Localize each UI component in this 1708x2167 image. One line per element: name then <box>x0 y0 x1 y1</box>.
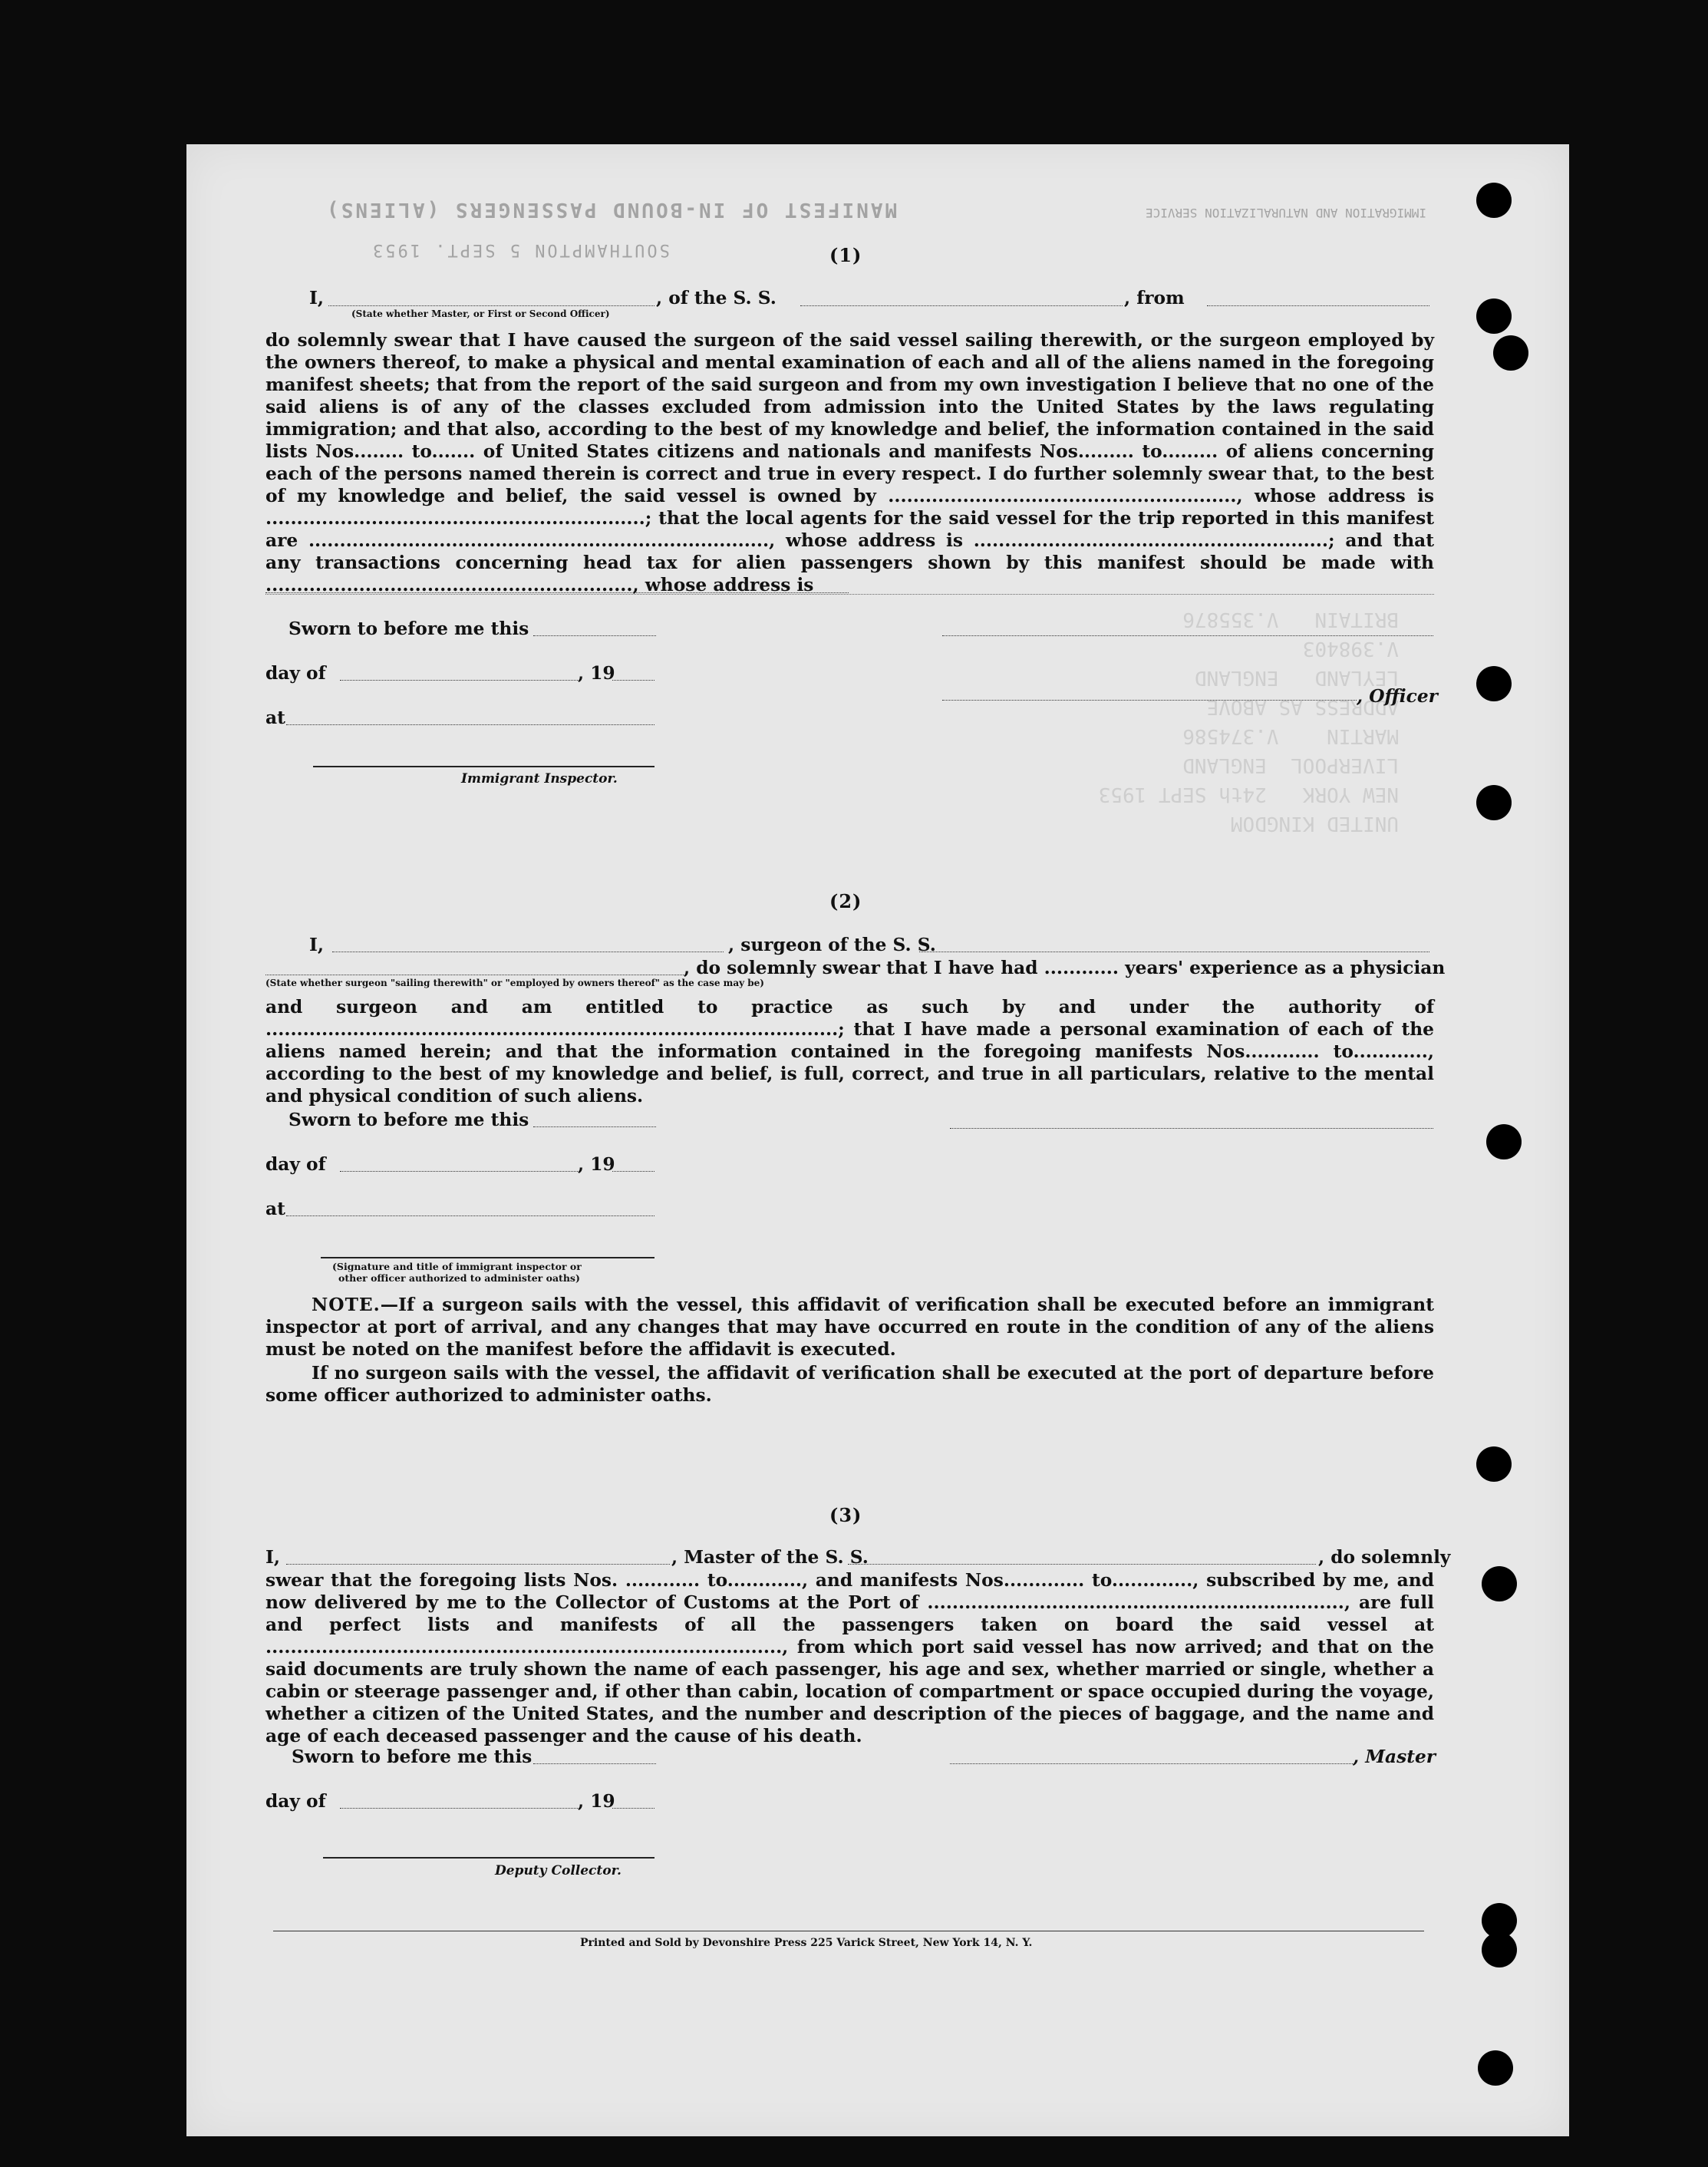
punch-hole <box>1476 666 1512 701</box>
s1-year-label: , 19 <box>578 663 615 684</box>
s3-solemnly-label: , do solemnly <box>1318 1547 1451 1568</box>
s1-officer-note: (State whether Master, or First or Second Officer) <box>351 308 610 319</box>
s2-signature-blank <box>950 1128 1433 1129</box>
s3-master-blank <box>950 1763 1353 1764</box>
s1-at-label: at <box>265 707 285 728</box>
s2-year-blank <box>612 1171 655 1172</box>
s2-years-line: , do solemnly swear that I have had ............ years' experience as a physician <box>684 958 1446 978</box>
manifest-page <box>186 144 1569 2136</box>
s2-paragraph: and surgeon and am entitled to practice as such by and under the authority of ............................................................................................; that I have made a personal examination of each of the aliens named herein; and that the information contained in the foregoing manifests Nos............ to............, according to the best of my knowledge and belief, is full, correct, and true in all particulars, relative to the mental and physical condition of such aliens. <box>265 997 1434 1107</box>
s3-year-blank <box>612 1808 655 1809</box>
s2-signature-line <box>321 1257 655 1258</box>
s2-note-paragraph-2: If no surgeon sails with the vessel, the affidavit of verification shall be executed at the port of departure before some officer authorized to administer oaths. <box>265 1363 1434 1406</box>
punch-hole <box>1482 1566 1517 1601</box>
s2-sworn-label: Sworn to before me this <box>289 1110 529 1130</box>
s1-from-blank <box>1207 305 1429 306</box>
s3-year-label: , 19 <box>578 1791 615 1812</box>
s2-at-label: at <box>265 1199 285 1219</box>
section-3-number: (3) <box>829 1504 862 1526</box>
punch-hole <box>1476 785 1512 820</box>
s1-day-blank <box>340 680 578 681</box>
punch-hole <box>1476 298 1512 334</box>
s3-i-label: I, <box>265 1547 281 1568</box>
s1-year-blank <box>612 680 655 681</box>
s3-name-blank <box>286 1564 670 1565</box>
s2-note-label: NOTE. <box>312 1295 381 1315</box>
s2-surgeon-label: , surgeon of the S. S. <box>728 935 936 955</box>
s1-officer-blank-1 <box>942 635 1433 636</box>
s3-master-label: , Master <box>1353 1746 1436 1767</box>
s3-sworn-blank <box>533 1763 656 1764</box>
s1-address-blank-2 <box>265 594 1434 595</box>
s2-i-label: I, <box>309 935 325 955</box>
s1-vessel-blank <box>800 305 1123 306</box>
s2-sworn-blank <box>533 1126 656 1127</box>
punch-hole <box>1482 1932 1517 1967</box>
faded-stamp-port: SOUTHAMPTON 5 SEPT. 1953 <box>371 240 670 259</box>
s1-from-label: , from <box>1124 288 1185 308</box>
section-1-number: (1) <box>829 244 862 266</box>
s2-at-blank <box>286 1215 655 1216</box>
section-2-number: (2) <box>829 890 862 912</box>
s2-year-label: , 19 <box>578 1154 615 1175</box>
s3-collector-line <box>323 1857 655 1859</box>
s1-paragraph: do solemnly swear that I have caused the surgeon of the said vessel sailing therewith, or the surgeon employed by the owners thereof, to make a physical and mental examination of each and all of the aliens named in the foregoing manifest sheets; that from the report of the said surgeon and from my own investigation I believe that no one of the said aliens is of any of the classes excluded from admission into the United States by the laws regulating immigration; and that also, according to the best of my knowledge and belief, the information contained in the said lists Nos........ to....... of United States citizens and nationals and manifests Nos......... to......... of aliens concerning each of the persons named therein is correct and true in every respect. I do further solemnly swear that, to the best of my knowledge and belief, the said vessel is owned by ........................................................, whose address is .............................................................; that the local agents for the said vessel for the trip reported in this manifest are .........................................................................., whose address is .........................................................; and that any transactions concerning head tax for alien passengers shown by this manifest should be made with ..........................................................., whose address is <box>265 330 1434 595</box>
printer-imprint: Printed and Sold by Devonshire Press 225 Varick Street, New York 14, N. Y. <box>580 1937 1033 1949</box>
bleed-through-text: UNITED KINGDOM NEW YORK 24th SEPT 1953 LIVERPOOL ENGLAND MARTIN V.374586 ADDRESS AS ABOVE LEYLAND ENGLAND V.398403 BRITAIN V.355876 <box>1098 608 1399 835</box>
s2-surgeon-note: (State whether surgeon "sailing therewith" or "employed by owners thereof" as the case may be) <box>265 978 764 988</box>
punch-hole <box>1476 183 1512 218</box>
s3-dayof-label: day of <box>265 1791 326 1812</box>
s1-dayof-label: day of <box>265 663 326 684</box>
faded-stamp-header: MANIFEST OF IN-BOUND PASSENGERS (ALIENS) <box>325 198 898 221</box>
s2-sig-note-2: other officer authorized to administer oaths) <box>338 1272 580 1284</box>
s2-note-text: —If a surgeon sails with the vessel, this affidavit of verification shall be executed before an immigrant inspector at port of arrival, and any changes that may have occurred en route in the condition of any of the aliens must be noted on the manifest before the affidavit is executed. <box>265 1295 1434 1360</box>
s3-sworn-label: Sworn to before me this <box>292 1746 533 1767</box>
s1-sworn-label: Sworn to before me this <box>289 618 529 639</box>
s1-sworn-blank <box>533 635 656 636</box>
s1-inspector-label: Immigrant Inspector. <box>461 771 618 787</box>
s3-paragraph: swear that the foregoing lists Nos. ............ to............, and manifests Nos............. to............., subscribed by me, and now delivered by me to the Collector of Customs at the Port of ..................................................................., are full and perfect lists and manifests of all the passengers taken on board the said vessel at ..................................................................................., from which port said vessel has now arrived; and that on the said documents are truly shown the name of each passenger, his age and sex, whether married or single, whether a cabin or steerage passenger and, if other than cabin, location of compartment or space occupied during the voyage, whether a citizen of the United States, and the number and description of the pieces of baggage, and the name and age of each deceased passenger and the cause of his death. <box>265 1570 1434 1746</box>
s1-name-blank <box>328 305 655 306</box>
faded-stamp-agency: IMMIGRATION AND NATURALIZATION SERVICE <box>1146 206 1427 220</box>
s1-inspector-line <box>313 766 655 767</box>
s1-at-blank <box>286 724 655 725</box>
s2-note-paragraph <box>265 1294 1434 1361</box>
s3-collector-label: Deputy Collector. <box>495 1863 622 1878</box>
s3-day-blank <box>340 1808 578 1809</box>
s1-i-label: I, <box>309 288 325 308</box>
punch-hole <box>1476 1446 1512 1482</box>
s1-ss-label: , of the S. S. <box>656 288 777 308</box>
s2-dayof-label: day of <box>265 1154 326 1175</box>
s1-officer-blank-2 <box>942 700 1357 701</box>
s2-sig-note-1: (Signature and title of immigrant inspector or <box>332 1261 582 1272</box>
s2-day-blank <box>340 1171 578 1172</box>
s3-master-of-label: , Master of the S. S. <box>671 1547 869 1568</box>
s1-officer-label: , Officer <box>1357 686 1438 707</box>
s3-vessel-blank <box>848 1564 1316 1565</box>
punch-hole <box>1486 1124 1522 1159</box>
punch-hole <box>1493 335 1528 371</box>
punch-hole <box>1478 2050 1513 2086</box>
s1-address-blank <box>265 592 849 593</box>
